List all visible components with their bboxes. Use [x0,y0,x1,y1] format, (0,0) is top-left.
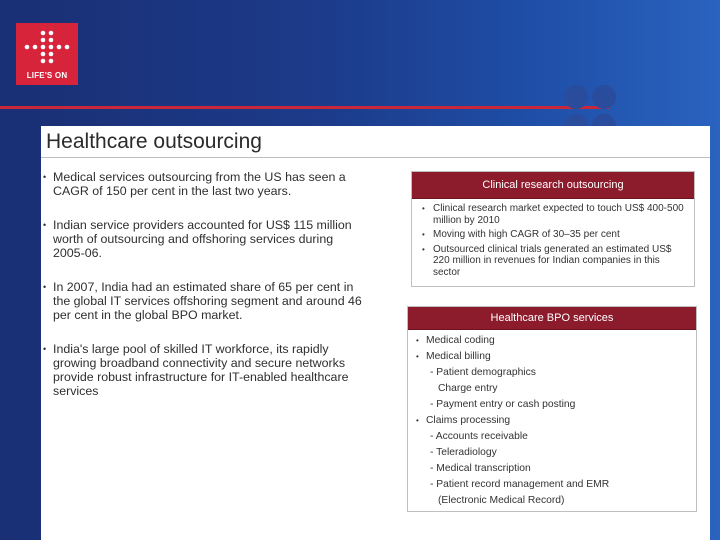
bpo-item-label: Medical coding [426,335,495,346]
bpo-item [416,333,690,349]
bpo-sub-list [426,429,690,509]
logo-text: LIFE'S ON [26,71,68,80]
clinical-research-title: Clinical research outsourcing [412,172,694,199]
bpo-sub-item: - Medical transcription [430,463,531,474]
bullet-item: • In 2007, India had an estimated share of 65 per cent in the global IT services offshoring segment and around 46 per cent in the global BPO market. [43,280,363,322]
title-divider [41,157,710,158]
clinical-research-list [412,199,694,278]
content-slide [41,126,710,540]
bpo-sub-item: - Payment entry or cash posting [430,399,576,410]
bpo-sub-item: - Accounts receivable [430,431,528,442]
bullet-item: • Indian service providers accounted for US$ 115 million worth of outsourcing and offshoring services during 2005-06. [43,218,363,260]
main-bullet-list [43,170,363,418]
bpo-sub-list [426,365,690,413]
bpo-sub-item: - Patient demographics [430,367,536,378]
company-logo [16,23,78,85]
bpo-sub-item: Charge entry [438,383,498,394]
plus-dots-icon [24,30,70,64]
bpo-sub-item: - Teleradiology [430,447,497,458]
bpo-sub-item: (Electronic Medical Record) [438,495,565,506]
healthcare-bpo-title: Healthcare BPO services [408,307,696,330]
healthcare-bpo-box [407,306,697,512]
clinical-item: • Outsourced clinical trials generated an estimated US$ 220 million in revenues for Indian companies in this sector [422,244,688,279]
bpo-sub-item: - Patient record management and EMR [430,479,610,490]
healthcare-bpo-list [408,330,696,509]
slide-title: Healthcare outsourcing [46,130,262,153]
bpo-item-label: Medical billing [426,351,491,362]
bullet-item: • India's large pool of skilled IT workforce, its rapidly growing broadband connectivity and secure networks provide robust infrastructure for IT-enabled healthcare services [43,342,363,398]
bpo-item [416,413,690,509]
clinical-item: • Moving with high CAGR of 30–35 per cent [422,229,688,241]
clinical-item: • Clinical research market expected to touch US$ 400-500 million by 2010 [422,203,688,226]
clinical-research-box [411,171,695,287]
bpo-item [416,349,690,413]
bpo-item-label: Claims processing [426,415,511,426]
bullet-item: • Medical services outsourcing from the US has seen a CAGR of 150 per cent in the last two years. [43,170,363,198]
header-accent-line [0,106,610,109]
decorative-dots-icon [560,82,640,126]
